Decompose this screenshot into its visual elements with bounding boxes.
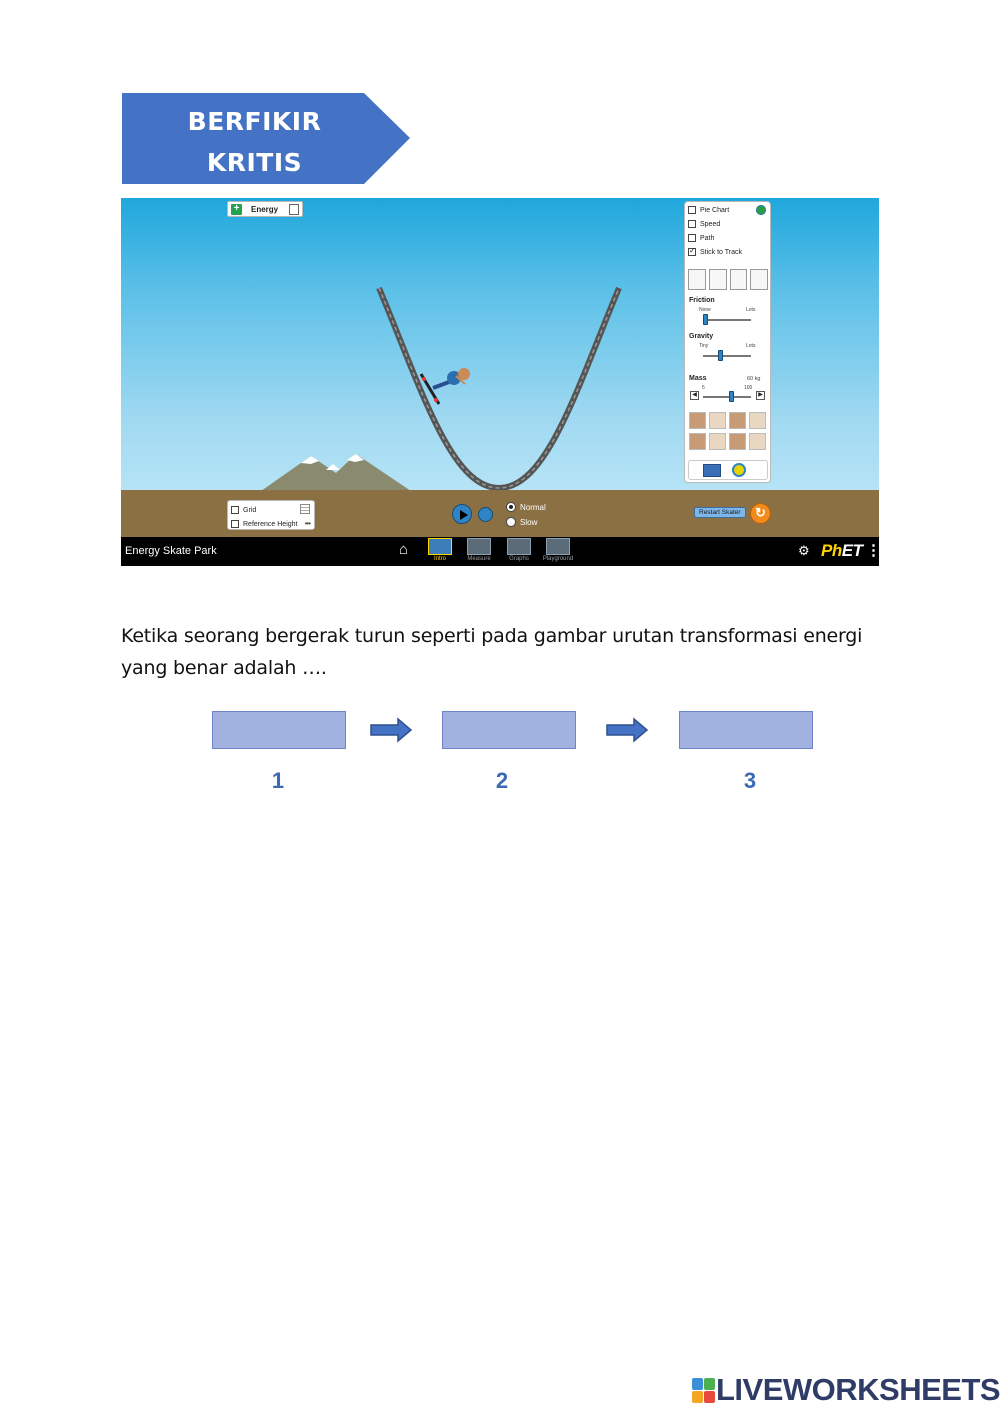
mass-max-label: 100 [744, 385, 753, 391]
friction-min-label: None [699, 307, 711, 313]
speed-slow-option[interactable] [506, 517, 537, 527]
checkbox-box[interactable] [688, 206, 696, 214]
skater-portrait[interactable] [749, 412, 766, 429]
energy-accordion[interactable] [227, 201, 303, 217]
question-text: Ketika seorang bergerak turun seperti pada gambar urutan transformasi energi yang benar adalah …. [121, 625, 863, 679]
checkbox-box[interactable] [688, 220, 696, 228]
friction-slider-track [703, 319, 751, 321]
banner-line-2: KRITIS [206, 148, 303, 177]
checkbox-box[interactable] [231, 520, 239, 528]
mass-decrease-icon[interactable]: ◀ [690, 391, 699, 400]
slow-label: Slow [520, 517, 538, 527]
bar-chart-icon [289, 204, 299, 215]
grid-icon [300, 504, 310, 514]
app-title: Energy Skate Park [125, 545, 217, 557]
measure-tools [688, 460, 768, 480]
mass-label: Mass [689, 375, 707, 382]
friction-slider-thumb[interactable] [703, 314, 708, 325]
track-shape-ramp[interactable] [709, 269, 727, 290]
speed-checkbox[interactable] [688, 218, 720, 230]
gravity-min-label: Tiny [699, 343, 709, 349]
skater-selector[interactable] [689, 412, 769, 450]
stick-to-track-label: Stick to Track [700, 248, 743, 256]
mass-slider-track [703, 396, 751, 398]
answer-box-1[interactable] [212, 711, 346, 749]
logo-tile [704, 1378, 715, 1390]
friction-label: Friction [689, 297, 715, 304]
tab-measure[interactable] [457, 538, 501, 562]
tab-playground[interactable] [536, 538, 580, 562]
mass-min-label: 5 [702, 385, 705, 391]
grid-label: Grid [243, 506, 257, 514]
menu-icon[interactable]: ⋮ [866, 542, 881, 559]
banner-line-1: BERFIKIR [187, 107, 322, 136]
answer-box-3[interactable] [679, 711, 813, 749]
arrow-right-icon [370, 718, 412, 742]
track-shape-selector[interactable] [688, 269, 768, 290]
logo-text: LIVEWORKSHEETS [716, 1372, 1000, 1407]
banner-title [122, 101, 387, 183]
skater-portrait[interactable] [709, 433, 726, 450]
tab-playground-label: Playground [542, 556, 574, 562]
skater-portrait[interactable] [689, 412, 706, 429]
home-icon[interactable]: ⌂ [399, 541, 409, 558]
simulation-screenshot [121, 198, 879, 566]
pie-chart-icon [756, 205, 766, 215]
answer-number-2: 2 [495, 768, 509, 793]
track-shape-w[interactable] [730, 269, 748, 290]
arrow-right-icon [606, 718, 648, 742]
normal-label: Normal [520, 502, 546, 512]
speed-normal-option[interactable] [506, 502, 546, 512]
restart-skater-button[interactable]: Restart Skater [694, 507, 746, 518]
grid-options-panel [227, 500, 315, 530]
dotted-line-icon: ••• [304, 519, 310, 528]
checkbox-box[interactable] [231, 506, 239, 514]
skater-portrait[interactable] [749, 433, 766, 450]
logo-tile [704, 1391, 715, 1403]
tab-intro-label: Intro [433, 556, 446, 562]
radio-selected[interactable] [506, 502, 516, 512]
answer-number-3: 3 [743, 768, 757, 793]
gear-icon[interactable]: ⚙ [798, 543, 810, 558]
track-shape-v[interactable] [688, 269, 706, 290]
navigation-bar [121, 537, 879, 566]
checkbox-box-checked[interactable] [688, 248, 696, 256]
tab-thumbnail [467, 538, 491, 555]
gravity-label: Gravity [689, 333, 714, 340]
grid-checkbox[interactable] [231, 504, 256, 516]
mass-slider-thumb[interactable] [729, 391, 734, 402]
reference-height-label: Reference Height [243, 520, 298, 528]
track-shape-loop[interactable] [750, 269, 768, 290]
path-checkbox[interactable] [688, 232, 714, 244]
control-panel [684, 201, 771, 483]
tab-graphs[interactable] [497, 538, 541, 562]
logo-mark-icon [692, 1378, 714, 1403]
radio-unselected[interactable] [506, 517, 516, 527]
stopwatch-icon[interactable] [703, 464, 721, 477]
answer-box-2[interactable] [442, 711, 576, 749]
gravity-slider-track [703, 355, 751, 357]
path-label: Path [700, 234, 715, 242]
energy-label: Energy [251, 205, 279, 214]
logo-tile [692, 1378, 703, 1390]
tab-thumbnail [507, 538, 531, 555]
speed-label: Speed [700, 220, 721, 228]
step-icon[interactable] [478, 507, 493, 522]
skater-figure [421, 368, 470, 404]
reset-icon[interactable]: ↻ [750, 503, 771, 524]
phet-logo[interactable]: PhET [821, 541, 863, 560]
skater-portrait[interactable] [689, 433, 706, 450]
tab-graphs-label: Graphs [509, 556, 529, 562]
skater-portrait[interactable] [709, 412, 726, 429]
measuring-tape-icon[interactable] [732, 463, 746, 477]
liveworksheets-logo [692, 1372, 1000, 1408]
reference-height-checkbox[interactable] [231, 518, 297, 530]
tab-thumbnail [546, 538, 570, 555]
mass-value: 60 kg [747, 376, 761, 382]
skate-track [379, 288, 619, 488]
checkbox-box[interactable] [688, 234, 696, 242]
tab-measure-label: Measure [467, 556, 491, 562]
mountains [261, 454, 411, 491]
pie-chart-checkbox[interactable] [688, 204, 729, 216]
gravity-slider-thumb[interactable] [718, 350, 723, 361]
skater-portrait[interactable] [729, 433, 746, 450]
tab-intro[interactable] [418, 538, 462, 562]
expand-plus-icon[interactable]: + [231, 204, 242, 215]
gravity-max-label: Lots [746, 343, 756, 349]
logo-tile [692, 1391, 703, 1403]
mass-increase-icon[interactable]: ▶ [756, 391, 765, 400]
tab-thumbnail [428, 538, 452, 555]
friction-max-label: Lots [746, 307, 756, 313]
play-icon[interactable] [452, 504, 472, 524]
stick-to-track-checkbox[interactable] [688, 246, 742, 258]
skater-portrait[interactable] [729, 412, 746, 429]
answer-number-1: 1 [271, 768, 285, 793]
pie-chart-label: Pie Chart [700, 206, 730, 214]
header-banner [122, 93, 410, 184]
